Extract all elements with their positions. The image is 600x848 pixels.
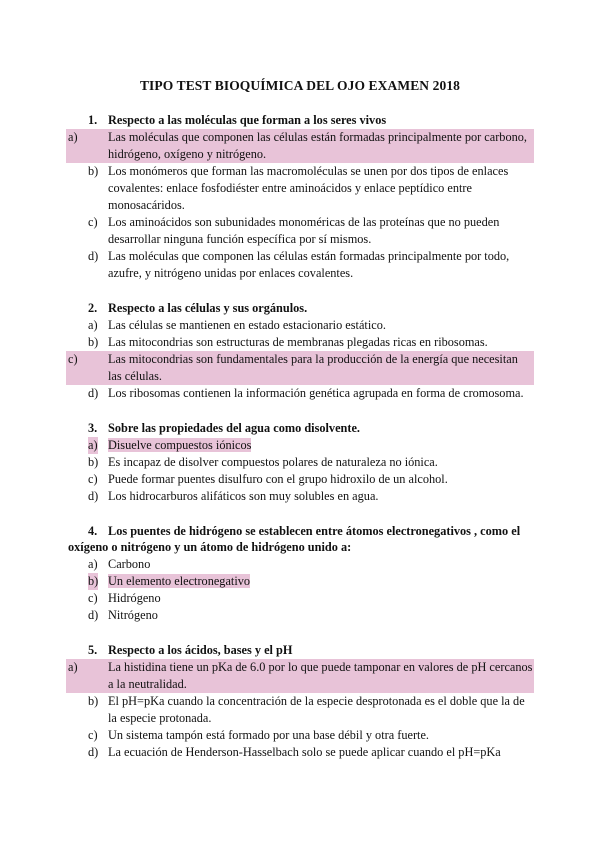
question-4 — [68, 523, 528, 624]
option-text: Las mitocondrias son fundamentales para la producción de la energía que necesitan las células. — [108, 352, 518, 383]
option-a-correct — [88, 437, 528, 454]
option-c-correct — [66, 351, 534, 385]
option-letter: b) — [88, 455, 99, 469]
option-text: Los hidrocarburos alifáticos son muy solubles en agua. — [108, 489, 379, 503]
option-b — [88, 334, 528, 351]
question-number: 4. — [88, 524, 98, 538]
option-b-correct — [88, 573, 528, 590]
option-text: Los aminoácidos son subunidades monoméricas de las proteínas que no pueden desarrollar ninguna función específica por sí mismos. — [108, 215, 500, 246]
option-letter: c) — [88, 591, 98, 605]
option-text: Es incapaz de disolver compuestos polares de naturaleza no iónica. — [108, 455, 438, 469]
option-d — [88, 607, 528, 624]
option-letter: b) — [88, 574, 99, 588]
option-letter: d) — [88, 608, 99, 622]
option-b — [88, 693, 528, 727]
option-text: Puede formar puentes disulfuro con el grupo hidroxilo de un alcohol. — [108, 472, 448, 486]
question-text: Respecto a las células y sus orgánulos. — [108, 301, 308, 315]
question-number: 3. — [88, 421, 98, 435]
option-letter: a) — [68, 130, 78, 144]
option-c — [88, 471, 528, 488]
option-text: Carbono — [108, 557, 151, 571]
option-letter: b) — [88, 164, 99, 178]
option-letter: d) — [88, 249, 99, 263]
question-number: 1. — [88, 113, 98, 127]
question-text: Respecto a los ácidos, bases y el pH — [108, 643, 293, 657]
option-letter: a) — [88, 318, 98, 332]
question-text: Los puentes de hidrógeno se establecen entre átomos electronegativos , como el oxígeno o nitrógeno y un átomo de hidrógeno unido a: — [68, 524, 521, 554]
option-d — [88, 385, 528, 402]
option-a-correct — [66, 129, 534, 163]
option-text: Las moléculas que componen las células están formadas principalmente por todo, azufre, y nitrógeno unidas por enlaces covalentes. — [108, 249, 510, 280]
option-c — [88, 214, 528, 248]
option-letter: a) — [88, 438, 98, 452]
option-letter: c) — [88, 728, 98, 742]
question-1 — [68, 112, 528, 282]
option-text: Un elemento electronegativo — [108, 574, 251, 588]
option-text: Los ribosomas contienen la información genética agrupada en forma de cromosoma. — [108, 386, 524, 400]
option-letter: a) — [68, 660, 78, 674]
question-text: Sobre las propiedades del agua como disolvente. — [108, 421, 360, 435]
option-letter: d) — [88, 489, 99, 503]
option-d — [88, 248, 528, 282]
option-a-correct — [66, 659, 534, 693]
option-b — [88, 454, 528, 471]
question-5 — [68, 642, 533, 761]
option-text: Disuelve compuestos iónicos — [108, 438, 252, 452]
question-title — [88, 300, 528, 316]
option-text: Un sistema tampón está formado por una base débil y otra fuerte. — [108, 728, 429, 742]
option-a — [88, 556, 528, 573]
option-text: Las moléculas que componen las células están formadas principalmente por carbono, hidrógeno, oxígeno y nitrógeno. — [108, 130, 527, 161]
option-c — [88, 727, 528, 744]
question-title — [88, 420, 528, 436]
question-number: 2. — [88, 301, 98, 315]
option-text: Las mitocondrias son estructuras de membranas plegadas ricas en ribosomas. — [108, 335, 488, 349]
question-text: Respecto a las moléculas que forman a los seres vivos — [108, 113, 387, 127]
option-text: El pH=pKa cuando la concentración de la especie desprotonada es el doble que la de la especie protonada. — [108, 694, 525, 725]
option-text: Nitrógeno — [108, 608, 158, 622]
option-letter: b) — [88, 694, 99, 708]
option-d — [88, 488, 528, 505]
option-letter: a) — [88, 557, 98, 571]
option-letter: c) — [88, 472, 98, 486]
option-b — [88, 163, 528, 214]
option-letter: b) — [88, 335, 99, 349]
option-text: La histidina tiene un pKa de 6.0 por lo que puede tamponar en valores de pH cercanos a la neutralidad. — [108, 660, 533, 691]
option-c — [88, 590, 528, 607]
question-2 — [68, 300, 528, 402]
question-title — [68, 523, 528, 555]
option-text: Los monómeros que forman las macromoléculas se unen por dos tipos de enlaces covalentes: enlace fosfodiéster entre aminoácidos y enlace peptídico entre monosacáridos. — [108, 164, 509, 212]
option-a — [88, 317, 528, 334]
option-text: La ecuación de Henderson-Hasselbach solo se puede aplicar cuando el pH=pKa — [108, 745, 501, 759]
option-d — [88, 744, 528, 761]
option-letter: c) — [68, 352, 78, 366]
option-letter: c) — [88, 215, 98, 229]
question-list — [68, 112, 533, 779]
document-title: TIPO TEST BIOQUÍMICA DEL OJO EXAMEN 2018 — [139, 78, 461, 93]
option-text: Las células se mantienen en estado estacionario estático. — [108, 318, 386, 332]
question-title — [88, 112, 528, 128]
question-number: 5. — [88, 643, 98, 657]
option-text: Hidrógeno — [108, 591, 161, 605]
option-letter: d) — [88, 386, 99, 400]
question-3 — [88, 420, 528, 505]
option-letter: d) — [88, 745, 99, 759]
question-title — [88, 642, 528, 658]
